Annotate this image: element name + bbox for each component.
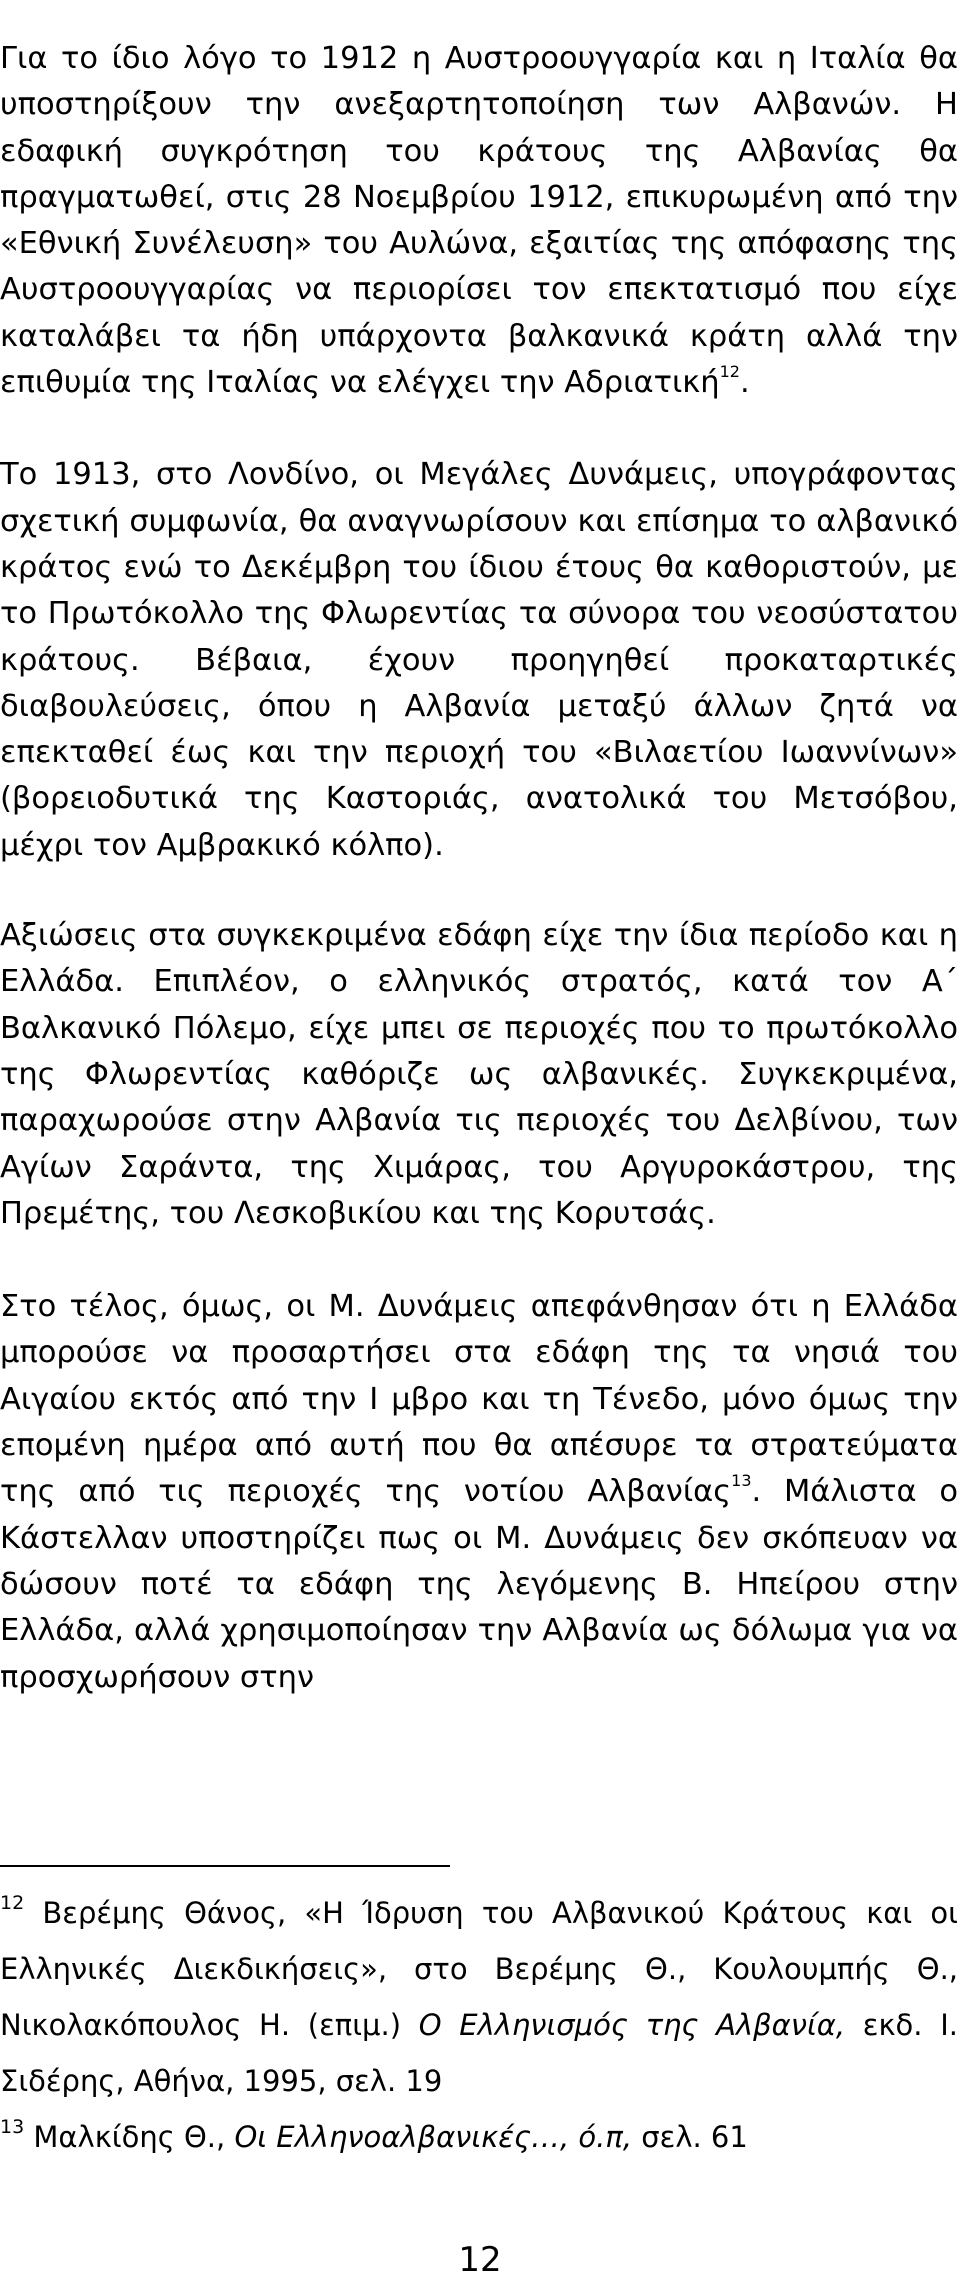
paragraph-3-text: Αξιώσεις στα συγκεκριμένα εδάφη είχε την ίδια περίοδο και η Ελλάδα. Επιπλέον, ο ελληνικός στρατός, κατά τον Α΄ Βαλκανικό Πόλεμο, είχε μπει σε περιοχές που το πρωτόκολλο της Φλωρεντίας καθόριζε ως αλβανικές. Συγκεκριμένα, παραχωρούσε στην Αλβανία τις περιοχές του Δελβίνου, των Αγίων Σαράντα, της Χιμάρας, του Αργυροκάστρου, της Πρεμέτης, του Λεσκοβικίου και της Κορυτσάς.: [0, 918, 958, 1231]
paragraph-1-text-b: .: [739, 365, 750, 401]
footnote-number-12: 12: [0, 1892, 25, 1914]
footnote-12-text-b: εκδ. Ι. Σιδέρης, Αθήνα, 1995, σελ. 19: [0, 2008, 958, 2098]
paragraph-2: [0, 452, 958, 869]
footnote-13-title: Οι Ελληνοαλβανικές…, ό.π,: [234, 2120, 633, 2154]
footnote-13: [0, 2109, 958, 2165]
paragraph-3: [0, 913, 958, 1237]
page-number: 12: [458, 2240, 502, 2280]
footnote-13-text-a: Μαλκίδης Θ.,: [24, 2120, 235, 2154]
footnote-separator: [0, 1865, 450, 1867]
footnote-13-text-b: σελ. 61: [632, 2120, 748, 2154]
paragraph-4-text-a: Στο τέλος, όμως, οι Μ. Δυνάμεις απεφάνθησαν ότι η Ελλάδα μπορούσε να προσαρτήσει στα εδάφη της τα νησιά του Αιγαίου εκτός από την Ι μβρο και τη Τένεδο, μόνο όμως την επομένη ημέρα από αυτή που θα απέσυρε τα στρατεύματα της από τις περιοχές της νοτίου Αλβανίας: [0, 1289, 958, 1510]
footnote-number-13: 13: [0, 2116, 25, 2138]
paragraph-4: [0, 1284, 958, 1701]
paragraph-4-text-b: . Μάλιστα ο Κάστελλαν υποστηρίζει πως οι Μ. Δυνάμεις δεν σκόπευαν να δώσουν ποτέ τα εδάφη της λεγόμενης Β. Ηπείρου στην Ελλάδα, αλλά χρησιμοποίησαν την Αλβανία ως δόλωμα για να προσχωρήσουν στην: [0, 1474, 958, 1695]
footnote-12: [0, 1885, 958, 2109]
paragraph-2-text: Το 1913, στο Λονδίνο, οι Μεγάλες Δυνάμεις, υπογράφοντας σχετική συμφωνία, θα αναγνωρίσουν και επίσημα το αλβανικό κράτος ενώ το Δεκέμβρη του ίδιου έτους θα καθοριστούν, με το Πρωτόκολλο της Φλωρεντίας τα σύνορα του νεοσύστατου κράτους. Βέβαια, έχουν προηγηθεί προκαταρτικές διαβουλεύσεις, όπου η Αλβανία μεταξύ άλλων ζητά να επεκταθεί έως και την περιοχή του «Βιλαετίου Ιωαννίνων» (βορειοδυτικά της Καστοριάς, ανατολικά του Μετσόβου, μέχρι τον Αμβρακικό κόλπο).: [0, 457, 958, 863]
footnote-12-title: Ο Ελληνισμός της Αλβανία,: [418, 2008, 846, 2042]
paragraph-1: [0, 36, 958, 406]
paragraph-1-text-a: Για το ίδιο λόγο το 1912 η Αυστροουγγαρία και η Ιταλία θα υποστηρίξουν την ανεξαρτητοποίηση των Αλβανών. Η εδαφική συγκρότηση του κράτους της Αλβανίας θα πραγματωθεί, στις 28 Νοεμβρίου 1912, επικυρωμένη από την «Εθνική Συνέλευση» του Αυλώνα, εξαιτίας της απόφασης της Αυστροουγγαρίας να περιορίσει τον επεκτατισμό που είχε καταλάβει τα ήδη υπάρχοντα βαλκανικά κράτη αλλά την επιθυμία της Ιταλίας να ελέγχει την Αδριατική: [0, 41, 958, 401]
footnote-ref-12[interactable]: 12: [719, 362, 740, 382]
footnotes: [0, 1885, 958, 2165]
footnote-ref-13[interactable]: 13: [731, 1471, 752, 1491]
body-text: [0, 36, 958, 1701]
footnote-12-text-a: Βερέμης Θάνος, «Η Ίδρυση του Αλβανικού Κράτους και οι Ελληνικές Διεκδικήσεις», στο Βερέμης Θ., Κουλουμπής Θ., Νικολακόπουλος Η. (επιμ.): [0, 1896, 958, 2042]
